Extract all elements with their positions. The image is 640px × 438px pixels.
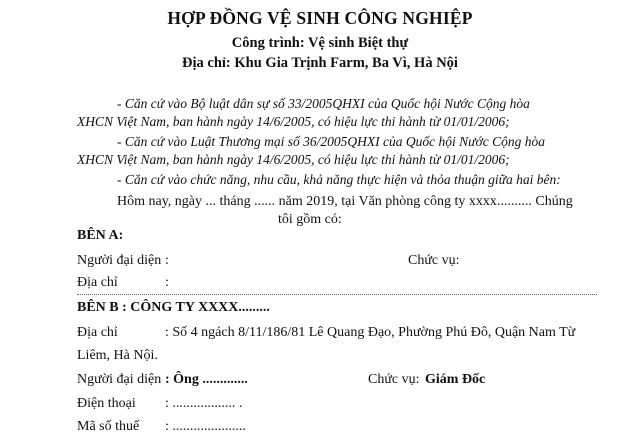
document-title: HỢP ĐỒNG VỆ SINH CÔNG NGHIỆP (167, 8, 473, 28)
party-b-position-label: Chức vụ: (368, 372, 420, 387)
preamble-line-2b: XHCN Việt Nam, ban hành ngày 14/6/2005, có hiệu lực thi hành từ 01/01/2006; (77, 152, 510, 167)
party-b-address-line-1: : Số 4 ngách 8/11/186/81 Lê Quang Đạo, Phường Phú Đô, Quận Nam Từ (165, 325, 576, 340)
preamble-line-2a: - Căn cứ vào Luật Thương mại số 36/2005QHXI của Quốc hội Nước Cộng hòa (117, 134, 545, 149)
preamble-line-1b: XHCN Việt Nam, ban hành ngày 14/6/2005, có hiệu lực thi hành từ 01/01/2006; (77, 114, 510, 129)
party-a-position-label: Chức vụ: (408, 253, 460, 268)
opening-line-1: Hôm nay, ngày ... tháng ...... năm 2019, tại Văn phòng công ty xxxx.......... Chúng (117, 194, 573, 209)
party-b-position-value: Giám Đốc (425, 372, 486, 387)
party-b-rep-value: : Ông ............. (165, 372, 248, 387)
party-a-rep-colon: : (165, 253, 169, 268)
section-divider (77, 294, 597, 295)
party-a-address-label: Địa chỉ (77, 275, 118, 290)
party-a-rep-label: Người đại diện (77, 253, 162, 268)
project-address: Địa chỉ: Khu Gia Trịnh Farm, Ba Vì, Hà Nội (182, 55, 458, 71)
party-b-address-label: Địa chỉ (77, 325, 118, 340)
party-b-tax-value: : ..................... (165, 419, 246, 434)
party-b-heading: BÊN B : CÔNG TY XXXX......... (77, 300, 270, 315)
party-b-tax-label: Mã số thuế (77, 419, 140, 434)
project-line: Công trình: Vệ sinh Biệt thự (231, 35, 409, 51)
party-a-heading: BÊN A: (77, 228, 124, 243)
party-a-address-colon: : (165, 275, 169, 290)
party-b-phone-label: Điện thoại (77, 396, 136, 411)
party-b-phone-value: : .................. . (165, 396, 243, 411)
preamble-line-1a: - Căn cứ vào Bộ luật dân sự số 33/2005QHXI của Quốc hội Nước Cộng hòa (117, 96, 530, 111)
preamble-line-3: - Căn cứ vào chức năng, nhu cầu, khả năng thực hiện và thỏa thuận giữa hai bên: (117, 172, 561, 187)
party-b-rep-label: Người đại diện (77, 372, 162, 387)
opening-line-2: tôi gồm có: (278, 212, 342, 227)
party-b-address-line-2: Liêm, Hà Nội. (77, 348, 158, 363)
